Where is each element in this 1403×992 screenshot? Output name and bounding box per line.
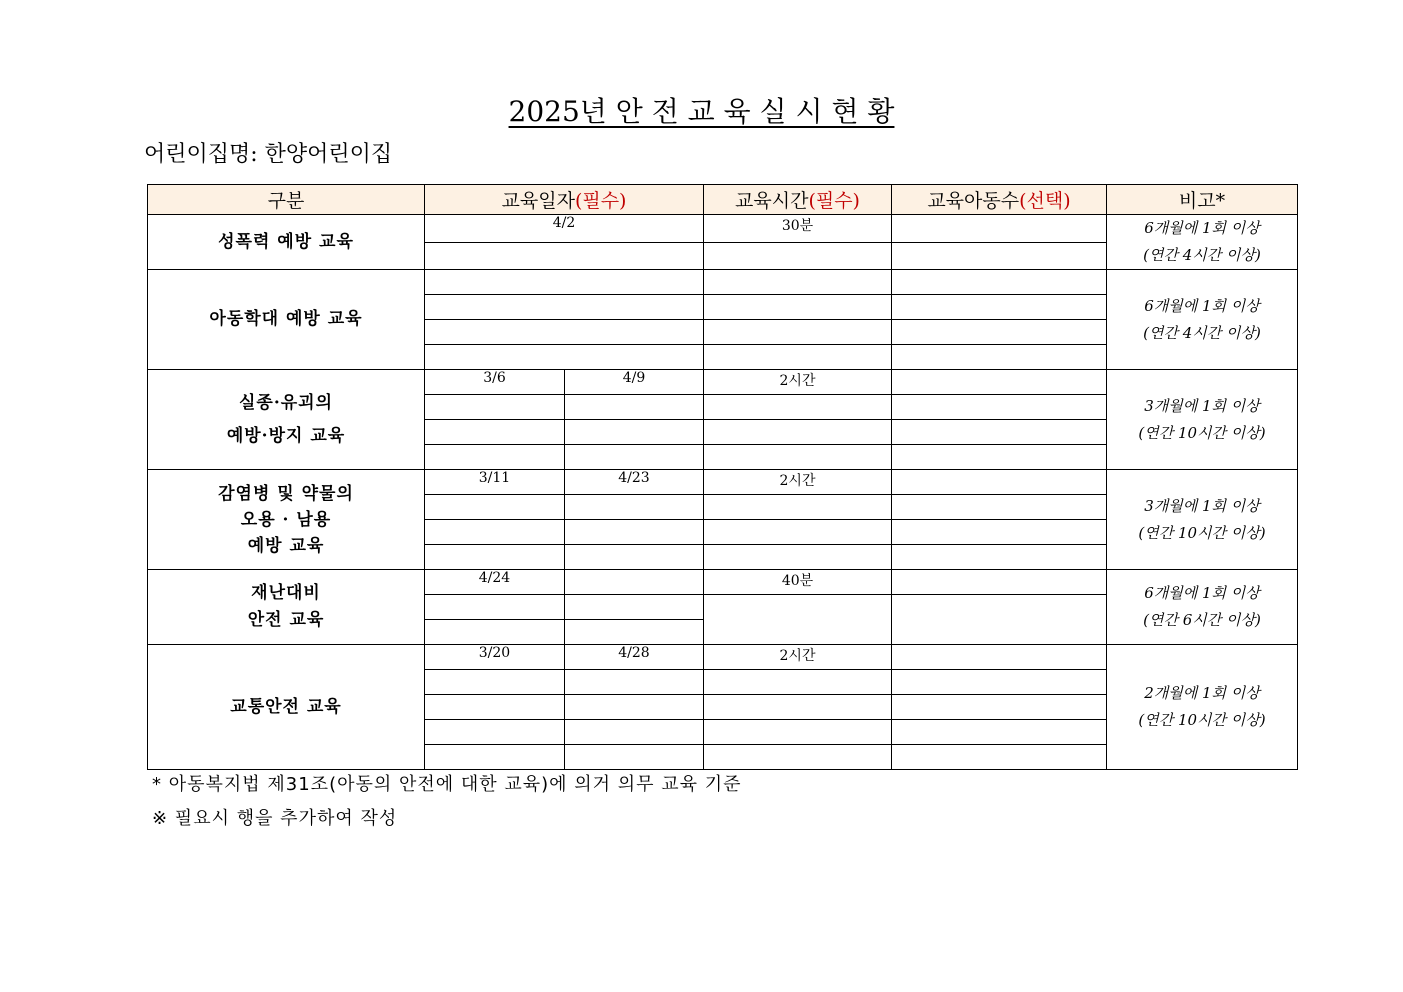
date-cell: [565, 745, 704, 770]
legal-basis-footnote: * 아동복지법 제31조(아동의 안전에 대한 교육)에 의거 의무 교육 기준: [152, 774, 742, 795]
children-cell: [892, 745, 1107, 770]
date-cell: [565, 420, 704, 445]
table-row: [148, 645, 1298, 670]
category-cell: 성폭력 예방 교육: [148, 215, 425, 270]
time-cell: 2시간: [704, 645, 892, 670]
date-cell: [425, 242, 704, 270]
date-cell: 4/28: [565, 645, 704, 670]
children-cell: [892, 270, 1107, 295]
date-cell: [565, 545, 704, 570]
time-cell: [704, 720, 892, 745]
date-cell: [425, 445, 565, 470]
date-cell: 3/11: [425, 470, 565, 495]
time-cell: [704, 270, 892, 295]
time-cell: [704, 420, 892, 445]
date-cell: 4/24: [425, 570, 565, 595]
children-cell: [892, 495, 1107, 520]
children-cell: [892, 520, 1107, 545]
children-cell: [892, 295, 1107, 320]
date-cell: [425, 670, 565, 695]
date-cell: [425, 345, 704, 370]
date-cell: [425, 295, 704, 320]
date-cell: [565, 670, 704, 695]
add-rows-footnote: ※ 필요시 행을 추가하여 작성: [152, 808, 398, 829]
note-cell: 6개월에 1회 이상 (연간 6시간 이상): [1107, 570, 1298, 645]
category-cell: 교통안전 교육: [148, 645, 425, 770]
time-cell: 40분: [704, 570, 892, 595]
time-cell: [704, 320, 892, 345]
children-cell: [892, 670, 1107, 695]
date-cell: 4/23: [565, 470, 704, 495]
date-cell: [565, 570, 704, 595]
date-cell: [425, 395, 565, 420]
time-cell: 2시간: [704, 470, 892, 495]
table-row: [148, 370, 1298, 395]
table-row: [148, 215, 1298, 243]
header-time: 교육시간(필수): [704, 185, 892, 215]
children-cell: [892, 445, 1107, 470]
time-cell: [704, 345, 892, 370]
date-cell: [565, 595, 704, 620]
time-cell: 2시간: [704, 370, 892, 395]
children-cell: [892, 570, 1107, 595]
date-cell: 4/9: [565, 370, 704, 395]
header-note: 비고*: [1107, 185, 1298, 215]
table-row: [148, 270, 1298, 295]
category-cell: 감염병 및 약물의 오용 · 남용 예방 교육: [148, 470, 425, 570]
header-date: 교육일자(필수): [425, 185, 704, 215]
time-cell: [704, 445, 892, 470]
date-cell: 4/2: [425, 215, 704, 243]
children-cell: [892, 345, 1107, 370]
date-cell: [565, 620, 704, 645]
children-cell: [892, 242, 1107, 270]
date-cell: [425, 720, 565, 745]
time-cell: [704, 395, 892, 420]
date-cell: [425, 695, 565, 720]
required-mark: (필수): [808, 190, 860, 212]
table-row: [148, 570, 1298, 595]
optional-mark: (선택): [1019, 190, 1071, 212]
note-cell: 3개월에 1회 이상 (연간 10시간 이상): [1107, 370, 1298, 470]
children-cell: [892, 395, 1107, 420]
header-children: 교육아동수(선택): [892, 185, 1107, 215]
daycare-name: 어린이집명: 한양어린이집: [144, 142, 393, 167]
date-cell: [425, 745, 565, 770]
children-cell: [892, 595, 1107, 645]
date-cell: [565, 395, 704, 420]
note-cell: 6개월에 1회 이상 (연간 4시간 이상): [1107, 215, 1298, 270]
date-cell: [425, 495, 565, 520]
date-cell: [425, 320, 704, 345]
date-cell: [425, 270, 704, 295]
children-cell: [892, 420, 1107, 445]
time-cell: [704, 745, 892, 770]
required-mark: (필수): [574, 190, 627, 212]
date-cell: [425, 420, 565, 445]
time-cell: [704, 242, 892, 270]
date-cell: 3/6: [425, 370, 565, 395]
date-cell: [565, 695, 704, 720]
children-cell: [892, 215, 1107, 243]
time-cell: [704, 595, 892, 645]
category-cell: 실종·유괴의 예방·방지 교육: [148, 370, 425, 470]
children-cell: [892, 695, 1107, 720]
note-cell: 6개월에 1회 이상 (연간 4시간 이상): [1107, 270, 1298, 370]
time-cell: [704, 495, 892, 520]
date-cell: 3/20: [425, 645, 565, 670]
time-cell: 30분: [704, 215, 892, 243]
header-category: 구분: [148, 185, 425, 215]
date-cell: [565, 495, 704, 520]
date-cell: [565, 720, 704, 745]
date-cell: [425, 520, 565, 545]
safety-education-table: [147, 184, 1298, 770]
note-cell: 2개월에 1회 이상 (연간 10시간 이상): [1107, 645, 1298, 770]
time-cell: [704, 695, 892, 720]
category-cell: 아동학대 예방 교육: [148, 270, 425, 370]
children-cell: [892, 645, 1107, 670]
date-cell: [425, 620, 565, 645]
page-title: 2025년 안 전 교 육 실 시 현 황: [508, 95, 895, 128]
category-cell: 재난대비 안전 교육: [148, 570, 425, 645]
date-cell: [425, 595, 565, 620]
header-row: [148, 185, 1298, 215]
note-cell: 3개월에 1회 이상 (연간 10시간 이상): [1107, 470, 1298, 570]
children-cell: [892, 545, 1107, 570]
time-cell: [704, 520, 892, 545]
date-cell: [565, 520, 704, 545]
children-cell: [892, 370, 1107, 395]
table-row: [148, 470, 1298, 495]
children-cell: [892, 720, 1107, 745]
date-cell: [565, 445, 704, 470]
time-cell: [704, 670, 892, 695]
children-cell: [892, 320, 1107, 345]
date-cell: [425, 545, 565, 570]
time-cell: [704, 295, 892, 320]
time-cell: [704, 545, 892, 570]
children-cell: [892, 470, 1107, 495]
